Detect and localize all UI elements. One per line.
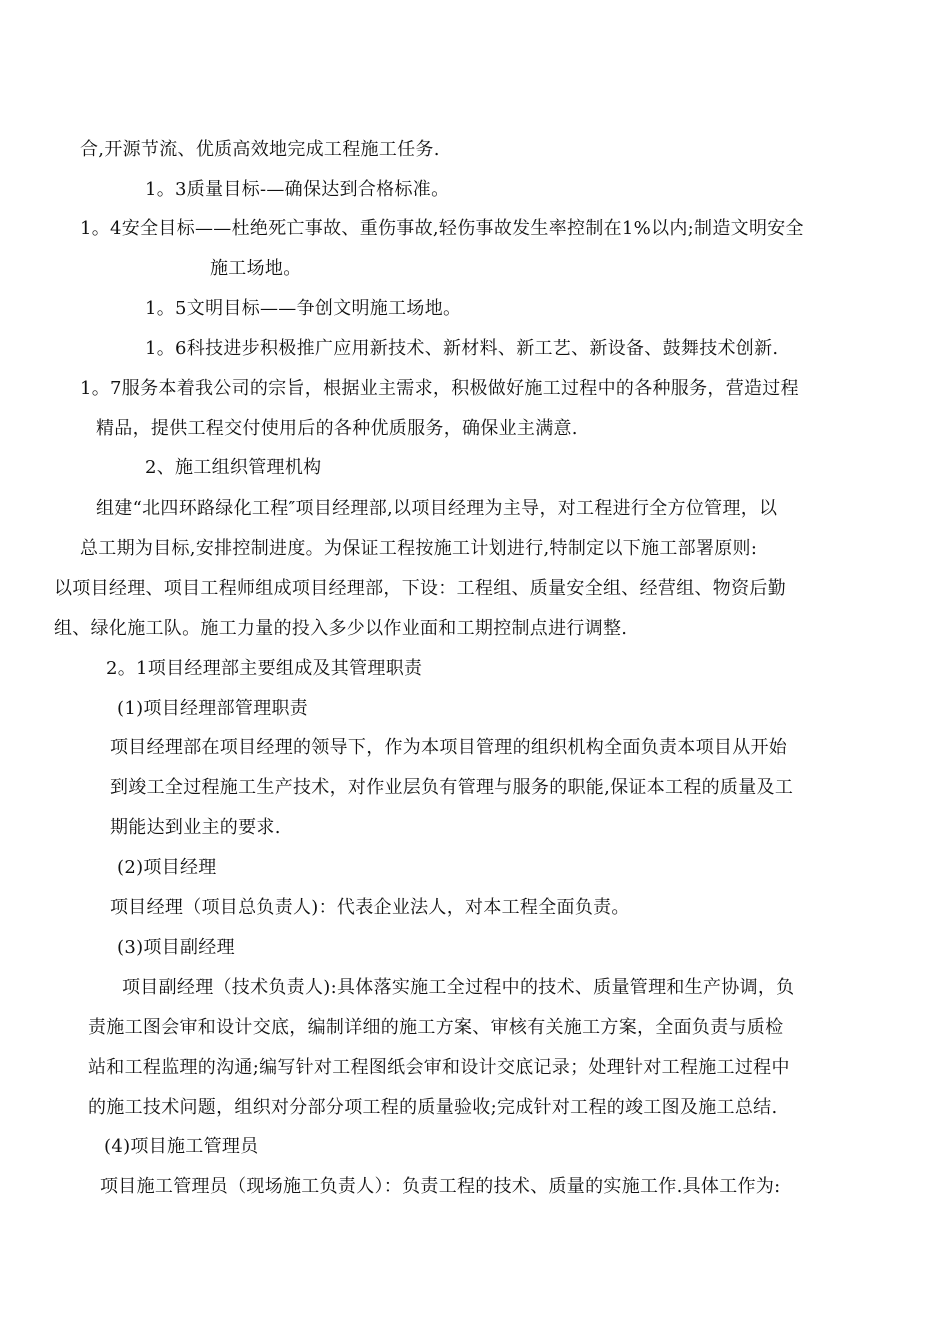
text-line: 项目副经理（技术负责人):具体落实施工全过程中的技术、质量管理和生产协调，负: [122, 977, 795, 998]
text-line: 组建“北四环路绿化工程″项目经理部,以项目经理为主导，对工程进行全方位管理，以: [96, 498, 778, 519]
text-line: 组、绿化施工队。施工力量的投入多少以作业面和工期控制点进行调整.: [54, 618, 628, 639]
text-line: 到竣工全过程施工生产技术，对作业层负有管理与服务的职能,保证本工程的质量及工: [110, 777, 794, 798]
text-line: 合,开源节流、优质高效地完成工程施工任务.: [80, 139, 440, 160]
text-line: 项目经理（项目总负责人)：代表企业法人，对本工程全面负责。: [110, 897, 630, 918]
text-line: 总工期为目标,安排控制进度。为保证工程按施工计划进行,特制定以下施工部署原则:: [80, 538, 758, 559]
text-line: 项目经理部在项目经理的领导下，作为本项目管理的组织机构全面负责本项目从开始: [110, 737, 788, 758]
text-line: 站和工程监理的沟通;编写针对工程图纸会审和设计交底记录；处理针对工程施工过程中: [88, 1057, 790, 1078]
text-line: 1。6科技进步积极推广应用新技术、新材料、新工艺、新设备、鼓舞技术创新.: [145, 338, 779, 359]
text-line: 1。3质量目标-—确保达到合格标准。: [145, 179, 450, 200]
subsection-heading: 2。1项目经理部主要组成及其管理职责: [106, 658, 423, 679]
section-heading: 2、施工组织管理机构: [145, 457, 322, 478]
subsection-heading: (4)项目施工管理员: [104, 1136, 259, 1157]
text-line: 1。7服务本着我公司的宗旨，根据业主需求，积极做好施工过程中的各种服务，营造过程: [80, 378, 799, 399]
subsection-heading: (1)项目经理部管理职责: [117, 698, 309, 719]
text-line: 1。4安全目标——杜绝死亡事故、重伤事故,轻伤事故发生率控制在1%以内;制造文明安全: [80, 218, 804, 239]
text-line: 责施工图会审和设计交底，编制详细的施工方案、审核有关施工方案，全面负责与质检: [88, 1017, 784, 1038]
text-line: 施工场地。: [210, 258, 302, 279]
subsection-heading: (2)项目经理: [117, 857, 217, 878]
text-line: 期能达到业主的要求.: [110, 817, 281, 838]
subsection-heading: (3)项目副经理: [117, 937, 235, 958]
text-line: 的施工技术问题，组织对分部分项工程的质量验收;完成针对工程的竣工图及施工总结.: [88, 1097, 778, 1118]
text-line: 项目施工管理员（现场施工负责人）：负责工程的技术、质量的实施工作.具体工作为:: [100, 1176, 781, 1197]
text-line: 精品，提供工程交付使用后的各种优质服务，确保业主满意.: [96, 418, 578, 439]
text-line: 以项目经理、项目工程师组成项目经理部，下设：工程组、质量安全组、经营组、物资后勤: [54, 578, 786, 599]
text-line: 1。5文明目标——争创文明施工场地。: [145, 298, 462, 319]
